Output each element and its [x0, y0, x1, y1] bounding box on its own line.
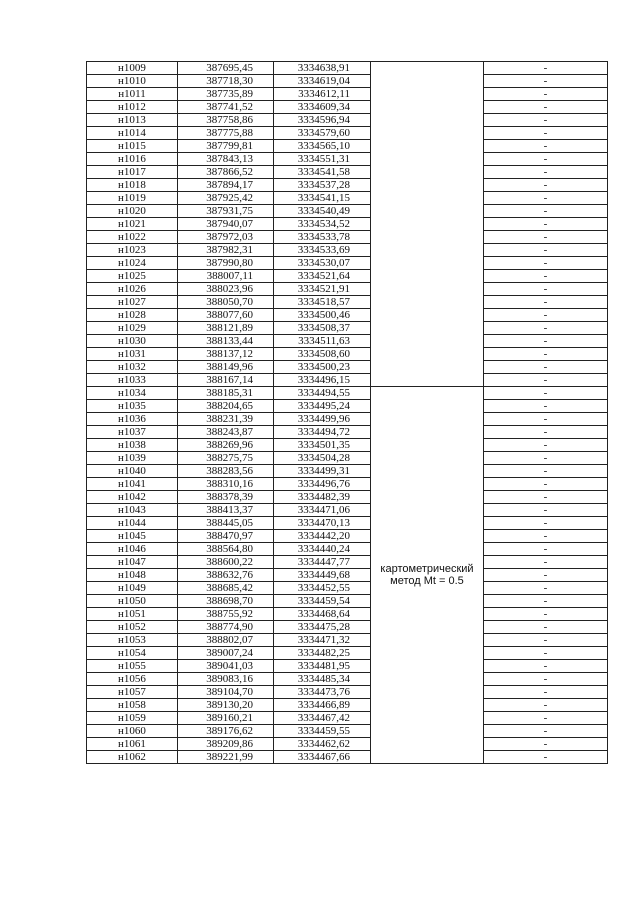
note-cell: -: [484, 660, 608, 673]
y-coordinate-cell: 3334473,76: [274, 686, 371, 699]
table-row: [87, 309, 608, 322]
point-name-cell: н1060: [87, 725, 178, 738]
point-name-cell: н1046: [87, 543, 178, 556]
point-name-cell: н1024: [87, 257, 178, 270]
table-row: [87, 699, 608, 712]
table-row: [87, 166, 608, 179]
x-coordinate-cell: 387866,52: [178, 166, 274, 179]
method-cell: [371, 387, 484, 764]
point-name-cell: н1023: [87, 244, 178, 257]
x-coordinate-cell: 389007,24: [178, 647, 274, 660]
point-name-cell: н1018: [87, 179, 178, 192]
y-coordinate-cell: 3334499,31: [274, 465, 371, 478]
x-coordinate-cell: 387775,88: [178, 127, 274, 140]
point-name-cell: н1035: [87, 400, 178, 413]
table-row: [87, 400, 608, 413]
x-coordinate-cell: 388774,90: [178, 621, 274, 634]
x-coordinate-cell: 388310,16: [178, 478, 274, 491]
point-name-cell: н1036: [87, 413, 178, 426]
note-cell: -: [484, 192, 608, 205]
y-coordinate-cell: 3334612,11: [274, 88, 371, 101]
table-row: [87, 595, 608, 608]
point-name-cell: н1020: [87, 205, 178, 218]
table-row: [87, 88, 608, 101]
x-coordinate-cell: 388600,22: [178, 556, 274, 569]
point-name-cell: н1031: [87, 348, 178, 361]
note-cell: -: [484, 62, 608, 75]
y-coordinate-cell: 3334609,34: [274, 101, 371, 114]
point-name-cell: н1044: [87, 517, 178, 530]
x-coordinate-cell: 388050,70: [178, 296, 274, 309]
y-coordinate-cell: 3334638,91: [274, 62, 371, 75]
table-row: [87, 257, 608, 270]
x-coordinate-cell: 388243,87: [178, 426, 274, 439]
x-coordinate-cell: 388755,92: [178, 608, 274, 621]
x-coordinate-cell: 388204,65: [178, 400, 274, 413]
note-cell: -: [484, 491, 608, 504]
point-name-cell: н1021: [87, 218, 178, 231]
y-coordinate-cell: 3334494,55: [274, 387, 371, 400]
table-row: [87, 153, 608, 166]
x-coordinate-cell: 388231,39: [178, 413, 274, 426]
table-row: [87, 114, 608, 127]
x-coordinate-cell: 388149,96: [178, 361, 274, 374]
x-coordinate-cell: 388269,96: [178, 439, 274, 452]
table-row: [87, 62, 608, 75]
x-coordinate-cell: 387982,31: [178, 244, 274, 257]
x-coordinate-cell: 389104,70: [178, 686, 274, 699]
x-coordinate-cell: 387735,89: [178, 88, 274, 101]
note-cell: -: [484, 478, 608, 491]
note-cell: -: [484, 673, 608, 686]
table-row: [87, 712, 608, 725]
y-coordinate-cell: 3334482,39: [274, 491, 371, 504]
note-cell: -: [484, 374, 608, 387]
x-coordinate-cell: 388413,37: [178, 504, 274, 517]
y-coordinate-cell: 3334511,63: [274, 335, 371, 348]
x-coordinate-cell: 387718,30: [178, 75, 274, 88]
note-cell: -: [484, 751, 608, 764]
x-coordinate-cell: 387972,03: [178, 231, 274, 244]
point-name-cell: н1050: [87, 595, 178, 608]
x-coordinate-cell: 388275,75: [178, 452, 274, 465]
note-cell: -: [484, 218, 608, 231]
y-coordinate-cell: 3334462,62: [274, 738, 371, 751]
y-coordinate-cell: 3334471,06: [274, 504, 371, 517]
y-coordinate-cell: 3334530,07: [274, 257, 371, 270]
y-coordinate-cell: 3334540,49: [274, 205, 371, 218]
table-row: [87, 101, 608, 114]
note-cell: -: [484, 335, 608, 348]
x-coordinate-cell: 388121,89: [178, 322, 274, 335]
table-row: [87, 725, 608, 738]
x-coordinate-cell: 388685,42: [178, 582, 274, 595]
table-row: [87, 127, 608, 140]
table-row: [87, 426, 608, 439]
point-name-cell: н1038: [87, 439, 178, 452]
x-coordinate-cell: 387894,17: [178, 179, 274, 192]
x-coordinate-cell: 388077,60: [178, 309, 274, 322]
table-row: [87, 452, 608, 465]
note-cell: -: [484, 140, 608, 153]
note-cell: -: [484, 439, 608, 452]
y-coordinate-cell: 3334565,10: [274, 140, 371, 153]
point-name-cell: н1039: [87, 452, 178, 465]
note-cell: -: [484, 361, 608, 374]
point-name-cell: н1062: [87, 751, 178, 764]
note-cell: -: [484, 582, 608, 595]
table-row: [87, 673, 608, 686]
point-name-cell: н1045: [87, 530, 178, 543]
note-cell: -: [484, 179, 608, 192]
point-name-cell: н1013: [87, 114, 178, 127]
point-name-cell: н1053: [87, 634, 178, 647]
y-coordinate-cell: 3334466,89: [274, 699, 371, 712]
point-name-cell: н1014: [87, 127, 178, 140]
note-cell: -: [484, 166, 608, 179]
point-name-cell: н1009: [87, 62, 178, 75]
point-name-cell: н1027: [87, 296, 178, 309]
point-name-cell: н1043: [87, 504, 178, 517]
y-coordinate-cell: 3334504,28: [274, 452, 371, 465]
note-cell: -: [484, 634, 608, 647]
table-row: [87, 751, 608, 764]
y-coordinate-cell: 3334467,66: [274, 751, 371, 764]
x-coordinate-cell: 389041,03: [178, 660, 274, 673]
table-row: [87, 556, 608, 569]
y-coordinate-cell: 3334499,96: [274, 413, 371, 426]
table-row: [87, 647, 608, 660]
point-name-cell: н1042: [87, 491, 178, 504]
note-cell: -: [484, 426, 608, 439]
y-coordinate-cell: 3334449,68: [274, 569, 371, 582]
y-coordinate-cell: 3334501,35: [274, 439, 371, 452]
x-coordinate-cell: 388283,56: [178, 465, 274, 478]
point-name-cell: н1017: [87, 166, 178, 179]
note-cell: -: [484, 257, 608, 270]
point-name-cell: н1037: [87, 426, 178, 439]
table-row: [87, 140, 608, 153]
x-coordinate-cell: 389130,20: [178, 699, 274, 712]
coordinates-table: [86, 61, 608, 764]
x-coordinate-cell: 388698,70: [178, 595, 274, 608]
table-row: [87, 634, 608, 647]
x-coordinate-cell: 388137,12: [178, 348, 274, 361]
x-coordinate-cell: 388378,39: [178, 491, 274, 504]
note-cell: -: [484, 283, 608, 296]
point-name-cell: н1051: [87, 608, 178, 621]
y-coordinate-cell: 3334471,32: [274, 634, 371, 647]
x-coordinate-cell: 388133,44: [178, 335, 274, 348]
point-name-cell: н1057: [87, 686, 178, 699]
note-cell: -: [484, 686, 608, 699]
x-coordinate-cell: 387799,81: [178, 140, 274, 153]
table-row: [87, 660, 608, 673]
point-name-cell: н1056: [87, 673, 178, 686]
table-row: [87, 231, 608, 244]
note-cell: -: [484, 556, 608, 569]
x-coordinate-cell: 389221,99: [178, 751, 274, 764]
point-name-cell: н1061: [87, 738, 178, 751]
y-coordinate-cell: 3334481,95: [274, 660, 371, 673]
point-name-cell: н1047: [87, 556, 178, 569]
y-coordinate-cell: 3334533,78: [274, 231, 371, 244]
table-row: [87, 218, 608, 231]
y-coordinate-cell: 3334468,64: [274, 608, 371, 621]
note-cell: -: [484, 296, 608, 309]
table-row: [87, 569, 608, 582]
table-row: [87, 478, 608, 491]
y-coordinate-cell: 3334447,77: [274, 556, 371, 569]
note-cell: -: [484, 75, 608, 88]
point-name-cell: н1026: [87, 283, 178, 296]
note-cell: -: [484, 725, 608, 738]
point-name-cell: н1032: [87, 361, 178, 374]
note-cell: -: [484, 348, 608, 361]
table-row: [87, 530, 608, 543]
x-coordinate-cell: 387758,86: [178, 114, 274, 127]
note-cell: -: [484, 231, 608, 244]
point-name-cell: н1033: [87, 374, 178, 387]
point-name-cell: н1029: [87, 322, 178, 335]
table-row: [87, 491, 608, 504]
y-coordinate-cell: 3334494,72: [274, 426, 371, 439]
point-name-cell: н1058: [87, 699, 178, 712]
x-coordinate-cell: 387931,75: [178, 205, 274, 218]
point-name-cell: н1052: [87, 621, 178, 634]
point-name-cell: н1015: [87, 140, 178, 153]
table-row: [87, 413, 608, 426]
table-row: [87, 621, 608, 634]
table-row: [87, 322, 608, 335]
y-coordinate-cell: 3334521,91: [274, 283, 371, 296]
point-name-cell: н1011: [87, 88, 178, 101]
table-row: [87, 361, 608, 374]
x-coordinate-cell: 389083,16: [178, 673, 274, 686]
point-name-cell: н1022: [87, 231, 178, 244]
x-coordinate-cell: 388007,11: [178, 270, 274, 283]
note-cell: -: [484, 530, 608, 543]
y-coordinate-cell: 3334596,94: [274, 114, 371, 127]
point-name-cell: н1016: [87, 153, 178, 166]
point-name-cell: н1012: [87, 101, 178, 114]
table-row: [87, 686, 608, 699]
note-cell: -: [484, 88, 608, 101]
table-row: [87, 504, 608, 517]
note-cell: -: [484, 270, 608, 283]
note-cell: -: [484, 699, 608, 712]
note-cell: -: [484, 569, 608, 582]
table-row: [87, 465, 608, 478]
note-cell: -: [484, 244, 608, 257]
x-coordinate-cell: 387843,13: [178, 153, 274, 166]
point-name-cell: н1040: [87, 465, 178, 478]
y-coordinate-cell: 3334500,46: [274, 309, 371, 322]
point-name-cell: н1030: [87, 335, 178, 348]
table-row: [87, 374, 608, 387]
table-row: [87, 75, 608, 88]
table-row: [87, 205, 608, 218]
note-cell: -: [484, 205, 608, 218]
method-cell-empty: [371, 62, 484, 387]
point-name-cell: н1025: [87, 270, 178, 283]
x-coordinate-cell: 388564,80: [178, 543, 274, 556]
y-coordinate-cell: 3334508,37: [274, 322, 371, 335]
note-cell: -: [484, 387, 608, 400]
x-coordinate-cell: 388470,97: [178, 530, 274, 543]
note-cell: -: [484, 608, 608, 621]
note-cell: -: [484, 517, 608, 530]
note-cell: -: [484, 504, 608, 517]
y-coordinate-cell: 3334459,54: [274, 595, 371, 608]
note-cell: -: [484, 712, 608, 725]
table-row: [87, 192, 608, 205]
y-coordinate-cell: 3334442,20: [274, 530, 371, 543]
point-name-cell: н1055: [87, 660, 178, 673]
point-name-cell: н1010: [87, 75, 178, 88]
x-coordinate-cell: 387741,52: [178, 101, 274, 114]
x-coordinate-cell: 389209,86: [178, 738, 274, 751]
y-coordinate-cell: 3334467,42: [274, 712, 371, 725]
point-name-cell: н1028: [87, 309, 178, 322]
table-row: [87, 283, 608, 296]
y-coordinate-cell: 3334521,64: [274, 270, 371, 283]
method-accuracy: метод Mt = 0.5: [390, 575, 464, 587]
note-cell: -: [484, 153, 608, 166]
note-cell: -: [484, 322, 608, 335]
y-coordinate-cell: 3334518,57: [274, 296, 371, 309]
table-row: [87, 335, 608, 348]
point-name-cell: н1019: [87, 192, 178, 205]
y-coordinate-cell: 3334485,34: [274, 673, 371, 686]
x-coordinate-cell: 387925,42: [178, 192, 274, 205]
table-row: [87, 738, 608, 751]
note-cell: -: [484, 114, 608, 127]
note-cell: -: [484, 465, 608, 478]
x-coordinate-cell: 387695,45: [178, 62, 274, 75]
x-coordinate-cell: 387990,80: [178, 257, 274, 270]
note-cell: -: [484, 621, 608, 634]
point-name-cell: н1049: [87, 582, 178, 595]
method-name: картометрический: [380, 563, 474, 575]
x-coordinate-cell: 389160,21: [178, 712, 274, 725]
note-cell: -: [484, 101, 608, 114]
x-coordinate-cell: 388445,05: [178, 517, 274, 530]
table-row: [87, 244, 608, 257]
y-coordinate-cell: 3334500,23: [274, 361, 371, 374]
x-coordinate-cell: 388632,76: [178, 569, 274, 582]
y-coordinate-cell: 3334470,13: [274, 517, 371, 530]
point-name-cell: н1048: [87, 569, 178, 582]
y-coordinate-cell: 3334508,60: [274, 348, 371, 361]
point-name-cell: н1059: [87, 712, 178, 725]
y-coordinate-cell: 3334541,58: [274, 166, 371, 179]
table-row: [87, 296, 608, 309]
table-row: [87, 179, 608, 192]
note-cell: -: [484, 738, 608, 751]
y-coordinate-cell: 3334579,60: [274, 127, 371, 140]
point-name-cell: н1054: [87, 647, 178, 660]
table-row: [87, 517, 608, 530]
note-cell: -: [484, 400, 608, 413]
y-coordinate-cell: 3334440,24: [274, 543, 371, 556]
y-coordinate-cell: 3334475,28: [274, 621, 371, 634]
note-cell: -: [484, 127, 608, 140]
table-row: [87, 270, 608, 283]
y-coordinate-cell: 3334551,31: [274, 153, 371, 166]
x-coordinate-cell: 387940,07: [178, 218, 274, 231]
note-cell: -: [484, 309, 608, 322]
table-row: [87, 543, 608, 556]
x-coordinate-cell: 388185,31: [178, 387, 274, 400]
x-coordinate-cell: 389176,62: [178, 725, 274, 738]
y-coordinate-cell: 3334619,04: [274, 75, 371, 88]
x-coordinate-cell: 388802,07: [178, 634, 274, 647]
y-coordinate-cell: 3334533,69: [274, 244, 371, 257]
y-coordinate-cell: 3334495,24: [274, 400, 371, 413]
note-cell: -: [484, 595, 608, 608]
y-coordinate-cell: 3334541,15: [274, 192, 371, 205]
y-coordinate-cell: 3334459,55: [274, 725, 371, 738]
x-coordinate-cell: 388023,96: [178, 283, 274, 296]
note-cell: -: [484, 452, 608, 465]
table-body: [87, 62, 608, 764]
y-coordinate-cell: 3334496,76: [274, 478, 371, 491]
y-coordinate-cell: 3334482,25: [274, 647, 371, 660]
point-name-cell: н1034: [87, 387, 178, 400]
y-coordinate-cell: 3334452,55: [274, 582, 371, 595]
y-coordinate-cell: 3334534,52: [274, 218, 371, 231]
note-cell: -: [484, 647, 608, 660]
y-coordinate-cell: 3334496,15: [274, 374, 371, 387]
point-name-cell: н1041: [87, 478, 178, 491]
note-cell: -: [484, 413, 608, 426]
table-row: [87, 608, 608, 621]
table-row: [87, 439, 608, 452]
y-coordinate-cell: 3334537,28: [274, 179, 371, 192]
note-cell: -: [484, 543, 608, 556]
table-row: [87, 387, 608, 400]
table-row: [87, 348, 608, 361]
table-row: [87, 582, 608, 595]
x-coordinate-cell: 388167,14: [178, 374, 274, 387]
